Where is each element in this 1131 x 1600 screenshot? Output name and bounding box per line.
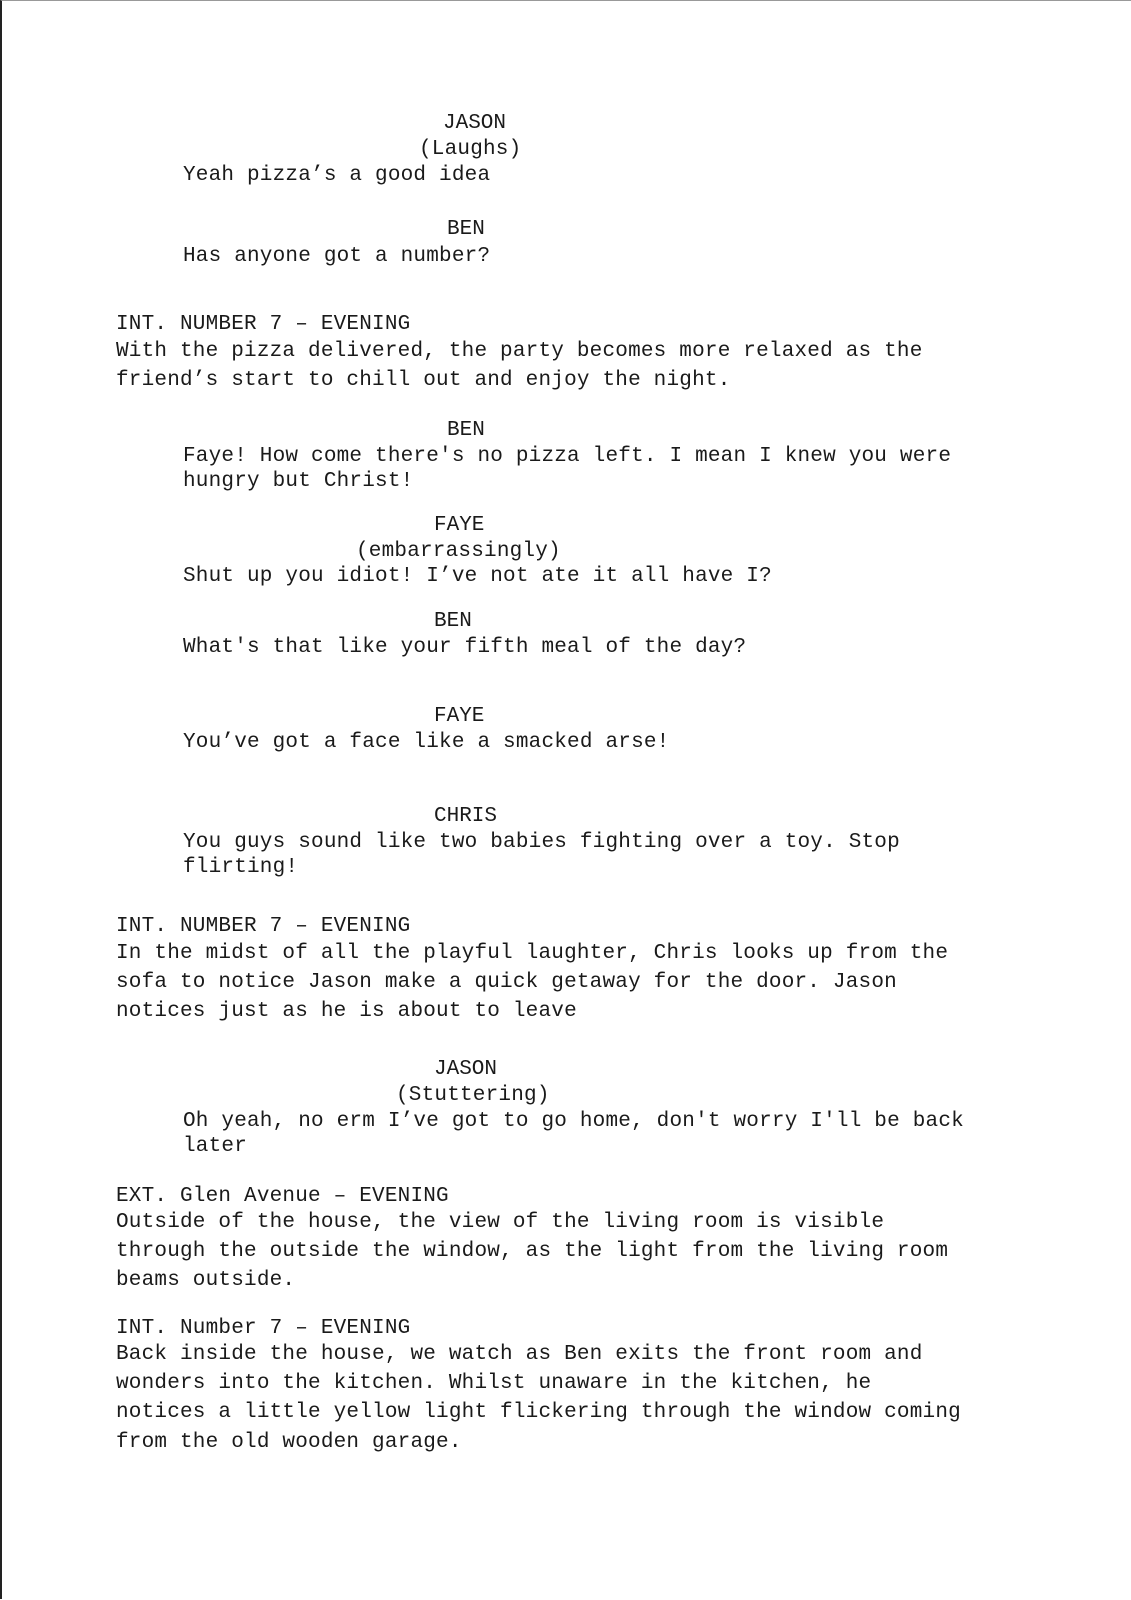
character-name: BEN — [447, 419, 485, 442]
dialogue-line: Yeah pizza’s a good idea — [183, 164, 491, 187]
action-line: notices just as he is about to leave — [116, 1000, 577, 1023]
dialogue-line: Faye! How come there's no pizza left. I mean I knew you were — [183, 445, 952, 468]
scene-heading: INT. Number 7 – EVENING — [116, 1317, 411, 1340]
dialogue-line: hungry but Christ! — [183, 470, 414, 493]
action-line: friend’s start to chill out and enjoy the night. — [116, 369, 731, 392]
scene-heading: INT. NUMBER 7 – EVENING — [116, 313, 411, 336]
dialogue-line: Shut up you idiot! I’ve not ate it all have I? — [183, 565, 772, 588]
dialogue-line: flirting! — [183, 856, 299, 879]
action-line: through the outside the window, as the light from the living room — [116, 1240, 949, 1263]
character-name: FAYE — [434, 514, 485, 537]
dialogue-line: Oh yeah, no erm I’ve got to go home, don't worry I'll be back — [183, 1110, 964, 1133]
dialogue-line: You’ve got a face like a smacked arse! — [183, 731, 670, 754]
scene-heading: INT. NUMBER 7 – EVENING — [116, 915, 411, 938]
action-line: beams outside. — [116, 1269, 296, 1292]
action-line: notices a little yellow light flickering through the window coming — [116, 1401, 961, 1424]
dialogue-line: Has anyone got a number? — [183, 245, 491, 268]
parenthetical: (embarrassingly) — [356, 540, 561, 563]
parenthetical: (Stuttering) — [396, 1084, 550, 1107]
action-line: In the midst of all the playful laughter, Chris looks up from the — [116, 942, 949, 965]
action-line: Back inside the house, we watch as Ben exits the front room and — [116, 1343, 923, 1366]
character-name: FAYE — [434, 705, 485, 728]
character-name: BEN — [447, 218, 485, 241]
action-line: wonders into the kitchen. Whilst unaware in the kitchen, he — [116, 1372, 872, 1395]
character-name: BEN — [434, 610, 472, 633]
scene-heading: EXT. Glen Avenue – EVENING — [116, 1185, 449, 1208]
action-line: from the old wooden garage. — [116, 1431, 462, 1454]
action-line: Outside of the house, the view of the living room is visible — [116, 1211, 885, 1234]
dialogue-line: You guys sound like two babies fighting over a toy. Stop — [183, 831, 900, 854]
action-line: With the pizza delivered, the party becomes more relaxed as the — [116, 340, 923, 363]
character-name: JASON — [434, 1058, 498, 1081]
parenthetical: (Laughs) — [419, 138, 522, 161]
character-name: JASON — [443, 112, 507, 135]
action-line: sofa to notice Jason make a quick getaway for the door. Jason — [116, 971, 897, 994]
dialogue-line: later — [183, 1135, 248, 1158]
dialogue-line: What's that like your fifth meal of the day? — [183, 636, 747, 659]
character-name: CHRIS — [434, 805, 498, 828]
